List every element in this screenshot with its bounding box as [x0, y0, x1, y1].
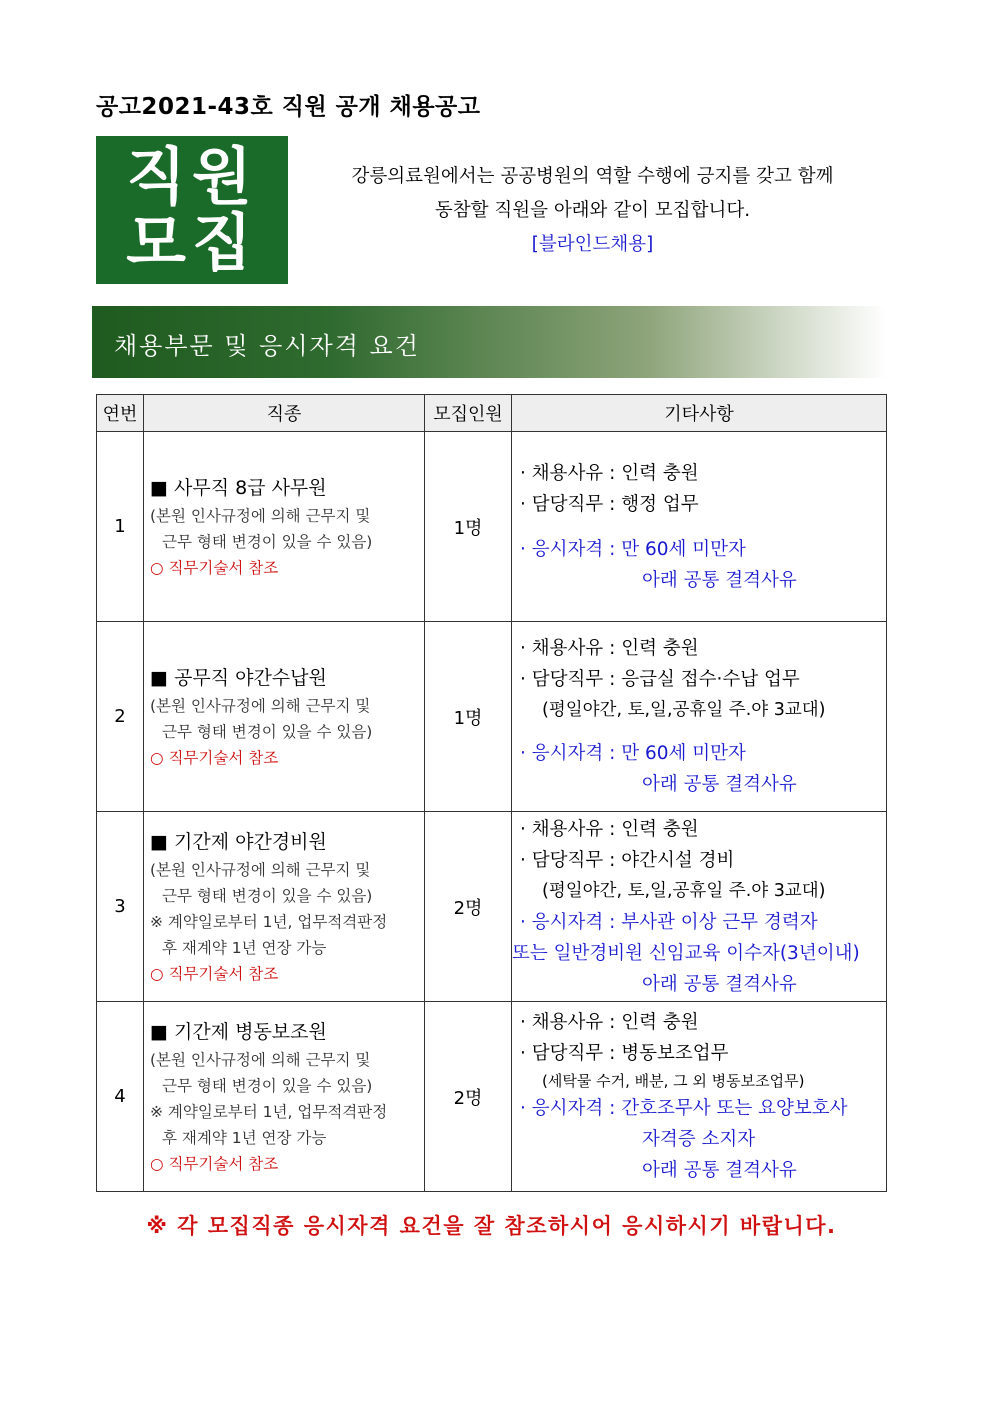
row-etc	[512, 622, 887, 812]
row-count: 2명	[425, 812, 512, 1002]
row-num: 1	[97, 432, 144, 622]
job-note: (본원 인사규정에 의해 근무지 및	[150, 1050, 371, 1069]
contract-note: 후 재계약 1년 연장 가능	[162, 938, 327, 957]
hire-reason: · 채용사유 : 인력 충원	[520, 462, 699, 484]
hire-reason: · 채용사유 : 인력 충원	[520, 1012, 699, 1033]
row-etc	[512, 812, 887, 1002]
logo-line-1: 직원	[126, 140, 258, 213]
qualification: · 응시자격 : 만 60세 미만자	[520, 538, 746, 560]
job-note: (본원 인사규정에 의해 근무지 및	[150, 696, 371, 715]
qualification-extra: 자격증 소지자	[642, 1129, 756, 1150]
qualification-extra: 또는 일반경비원 신임교육 이수자(3년이내)	[512, 942, 860, 964]
contract-note: ※ 계약일로부터 1년, 업무적격판정	[150, 912, 388, 931]
row-job	[144, 622, 425, 812]
job-desc-ref: ○ 직무기술서 참조	[150, 964, 279, 983]
job-title: ■ 공무직 야간수납원	[150, 666, 327, 689]
intro-line-2: 동참할 직원을 아래와 같이 모집합니다.	[434, 200, 751, 221]
row-etc	[512, 432, 887, 622]
row-count: 1명	[425, 432, 512, 622]
job-note: (본원 인사규정에 의해 근무지 및	[150, 506, 371, 525]
qualification: · 응시자격 : 부사관 이상 근무 경력자	[520, 911, 818, 933]
contract-note: 후 재계약 1년 연장 가능	[162, 1128, 327, 1147]
duty-detail: (세탁물 수거, 배분, 그 외 병동보조업무)	[542, 1072, 805, 1090]
table-header-row	[97, 395, 887, 432]
table-row	[97, 812, 887, 1002]
qualification: · 응시자격 : 만 60세 미만자	[520, 743, 746, 764]
row-num: 4	[97, 1002, 144, 1192]
job-note: 근무 형태 변경이 있을 수 있음)	[162, 532, 373, 551]
job-note: 근무 형태 변경이 있을 수 있음)	[162, 722, 373, 741]
hire-reason: · 채용사유 : 인력 충원	[520, 818, 699, 840]
table-row	[97, 432, 887, 622]
job-title: ■ 사무직 8급 사무원	[150, 476, 327, 499]
duty: · 담당직무 : 행정 업무	[520, 493, 699, 515]
footer-notice: ※ 각 모집직종 응시자격 요건을 잘 참조하시어 응시하시기 바랍니다.	[146, 1214, 837, 1238]
job-note: (본원 인사규정에 의해 근무지 및	[150, 860, 371, 879]
section-banner-title: 채용부문 및 응시자격 요건	[114, 332, 420, 360]
intro-text	[300, 160, 885, 262]
page-title: 공고2021-43호 직원 공개 채용공고	[96, 94, 481, 120]
row-num: 3	[97, 812, 144, 1002]
row-job	[144, 432, 425, 622]
job-desc-ref: ○ 직무기술서 참조	[150, 748, 279, 767]
duty: · 담당직무 : 병동보조업무	[520, 1043, 729, 1064]
job-note: 근무 형태 변경이 있을 수 있음)	[162, 886, 373, 905]
duty: · 담당직무 : 야간시설 경비	[520, 849, 735, 871]
header-count: 모집인원	[425, 395, 512, 432]
recruit-logo	[96, 136, 288, 284]
row-etc	[512, 1002, 887, 1192]
job-note: 근무 형태 변경이 있을 수 있음)	[162, 1076, 373, 1095]
qualification: · 응시자격 : 간호조무사 또는 요양보호사	[520, 1098, 848, 1119]
header-job: 직종	[144, 395, 425, 432]
recruit-table	[96, 394, 887, 1192]
section-banner	[92, 306, 886, 378]
duty: · 담당직무 : 응급실 접수·수납 업무	[520, 669, 800, 690]
intro-line-1: 강릉의료원에서는 공공병원의 역할 수행에 긍지를 갖고 함께	[351, 166, 834, 187]
duty-detail: (평일야간, 토,일,공휴일 주.야 3교대)	[542, 700, 826, 720]
row-count: 2명	[425, 1002, 512, 1192]
logo-line-2: 모집	[126, 206, 258, 279]
row-count: 1명	[425, 622, 512, 812]
row-job	[144, 812, 425, 1002]
header-num: 연번	[97, 395, 144, 432]
job-title: ■ 기간제 야간경비원	[150, 830, 327, 853]
row-job	[144, 1002, 425, 1192]
job-title: ■ 기간제 병동보조원	[150, 1020, 327, 1043]
disqualification-note: 아래 공통 결격사유	[642, 569, 797, 591]
hire-reason: · 채용사유 : 인력 충원	[520, 638, 699, 659]
row-num: 2	[97, 622, 144, 812]
contract-note: ※ 계약일로부터 1년, 업무적격판정	[150, 1102, 388, 1121]
duty-detail: (평일야간, 토,일,공휴일 주.야 3교대)	[542, 880, 826, 901]
table-row	[97, 1002, 887, 1192]
blind-recruit-label: [블라인드채용]	[531, 234, 654, 255]
disqualification-note: 아래 공통 결격사유	[642, 973, 797, 995]
header-etc: 기타사항	[512, 395, 887, 432]
disqualification-note: 아래 공통 결격사유	[642, 774, 797, 795]
job-desc-ref: ○ 직무기술서 참조	[150, 558, 279, 577]
disqualification-note: 아래 공통 결격사유	[642, 1160, 797, 1181]
table-row	[97, 622, 887, 812]
job-desc-ref: ○ 직무기술서 참조	[150, 1154, 279, 1173]
